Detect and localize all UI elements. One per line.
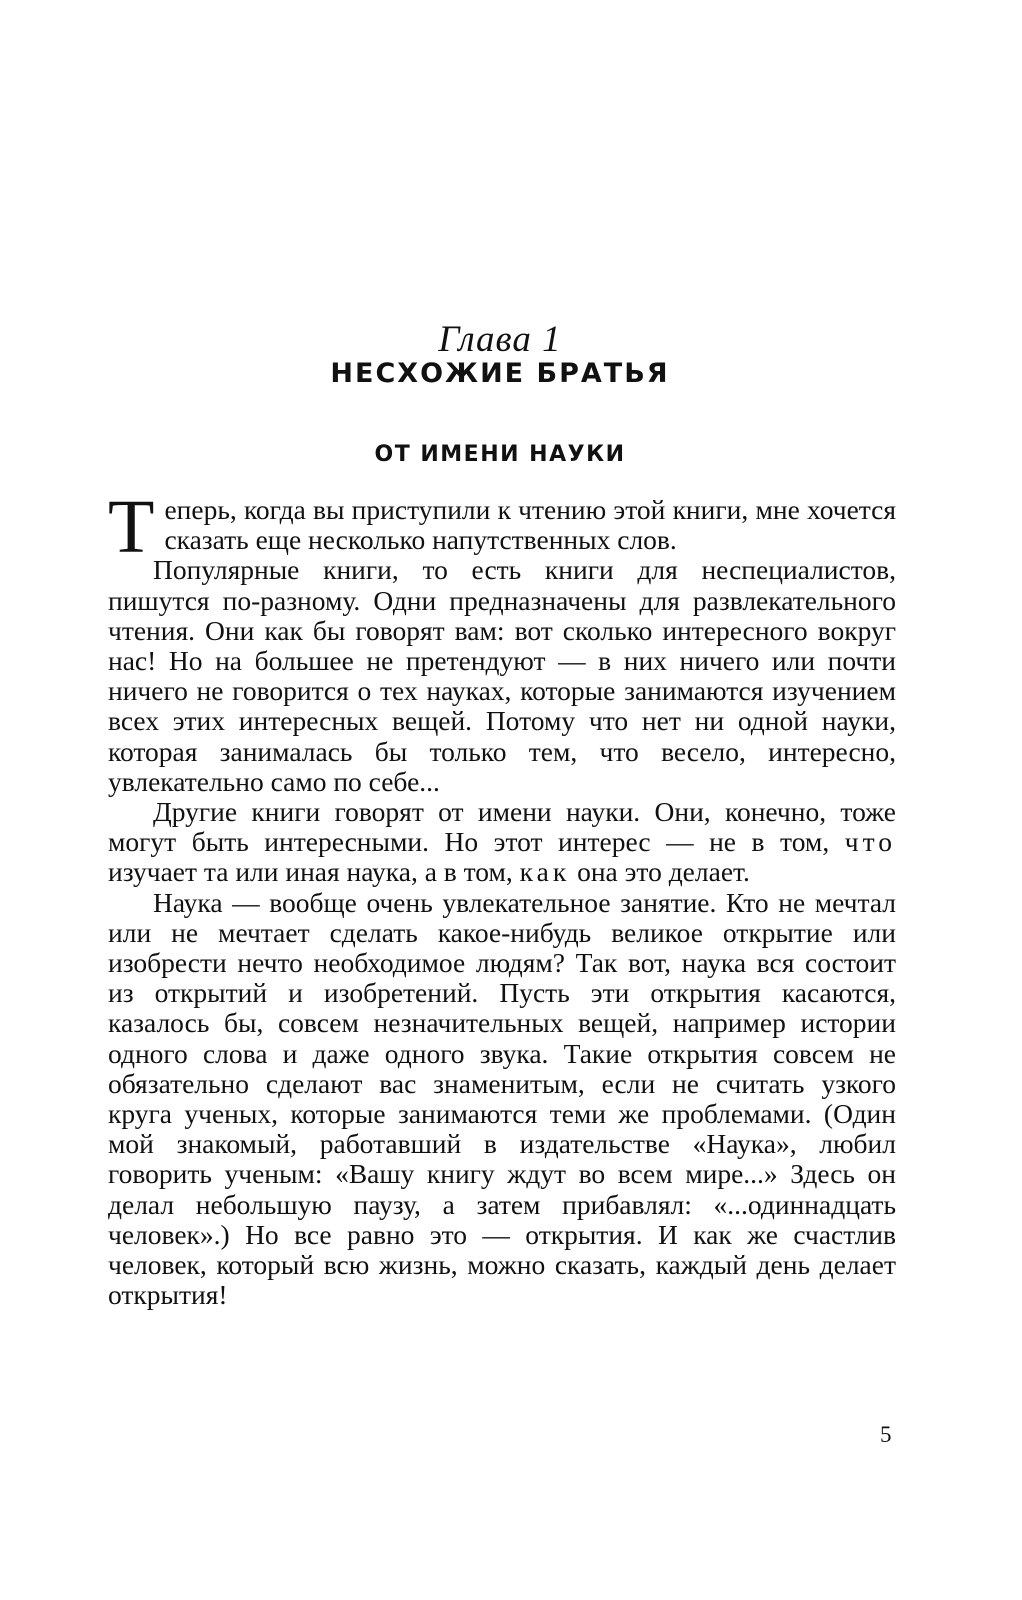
- paragraph-3-part-a: Другие книги говорят от имени науки. Они, конечно, тоже могут быть интересными. Но этот интерес — не в том,: [108, 796, 896, 858]
- paragraph-2: Популярные книги, то есть книги для неспециалистов, пишутся по-разному. Одни предназначены для развлекательного чтения. Они как бы говорят вам: вот сколько интересного вокруг нас! Но на большее не претендуют — в них ничего или почти ничего не говорится о тех науках, которые занимаются изучением всех этих интересных вещей. Потому что нет ни одной науки, которая занималась бы только тем, что весело, интересно, увлекательно само по себе...: [108, 554, 896, 797]
- paragraph-3-part-c: она это делает.: [570, 856, 750, 888]
- section-title: ОТ ИМЕНИ НАУКИ: [374, 442, 626, 467]
- paragraph-3: [108, 797, 896, 888]
- body-text: [108, 485, 896, 1311]
- paragraph-3-part-b: изучает та или иная наука, а в том,: [108, 856, 520, 888]
- emphasis-how: как: [519, 856, 571, 888]
- paragraph-1: [108, 485, 896, 569]
- page-number: 5: [880, 1422, 892, 1447]
- paragraph-4: Наука — вообще очень увлекательное занятие. Кто не мечтал или не мечтает сделать какое-нибудь великое открытие или изобрести нечто необходимое людям? Так вот, наука вся состоит из открытий и изобретений. Пусть эти открытия касаются, казалось бы, совсем незначительных вещей, например истории одного слова и даже одного звука. Такие открытия совсем не обязательно сделают вас знаменитым, если не считать узкого круга ученых, которые занимаются теми же проблемами. (Один мой знакомый, работавший в издательстве «Наука», любил говорить ученым: «Вашу книгу ждут во всем мире...» Здесь он делал небольшую паузу, а затем прибавлял: «...одиннадцать человек».) Но все равно это — открытия. И как же счастлив человек, который всю жизнь, можно сказать, каждый день делает открытия!: [108, 886, 896, 1311]
- drop-cap: Т: [108, 485, 155, 569]
- chapter-label: Глава 1: [438, 319, 562, 360]
- chapter-title: НЕСХОЖИЕ БРАТЬЯ: [330, 358, 670, 389]
- emphasis-what: что: [844, 826, 896, 858]
- paragraph-1-text: еперь, когда вы приступили к чтению этой книги, мне хочется сказать еще несколько напутственных слов.: [164, 494, 896, 556]
